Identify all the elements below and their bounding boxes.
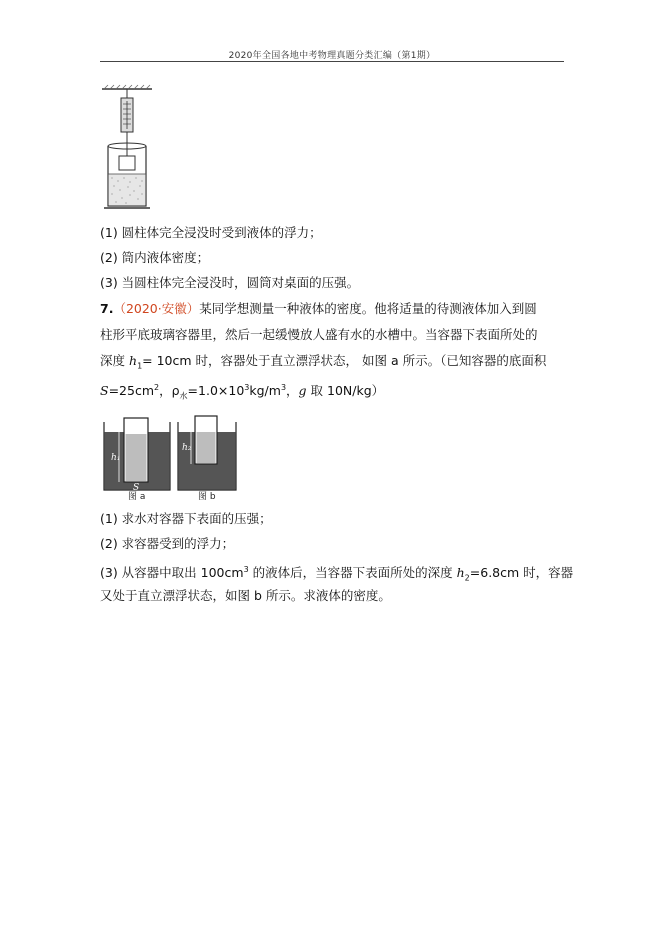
problem7-line1: 7.（2020·安徽）某同学想测量一种液体的密度。他将适量的待测液体加入到圆	[100, 301, 537, 316]
problem-source: （2020·安徽）	[113, 301, 200, 316]
problem6-q2: (2) 筒内液体密度；	[100, 250, 210, 265]
problem7-q1: (1) 求水对容器下表面的压强；	[100, 511, 272, 526]
caption-b: 图 b	[198, 492, 216, 502]
problem7-line2: 柱形平底玻璃容器里，然后一起缓慢放人盛有水的水槽中。当容器下表面所处的	[100, 327, 538, 342]
floating-container-figure	[100, 412, 240, 502]
problem7-line4: $S=25cm^2$，$\rho_水=1.0\times 10^3kg/m^3$，g 取 10N/kg）	[100, 383, 385, 401]
label-h2: h₂	[182, 443, 192, 453]
label-s: S	[133, 483, 140, 493]
header-rule	[100, 61, 564, 62]
problem7-q2: (2) 求容器受到的浮力；	[100, 536, 235, 551]
spring-scale-figure	[100, 84, 160, 214]
problem7-q3-line2: 又处于直立漂浮状态，如图 b 所示。求液体的密度。	[100, 588, 391, 603]
page-header: 2020年全国各地中考物理真题分类汇编（第1期）	[228, 51, 436, 61]
problem-number: 7.	[100, 301, 114, 316]
caption-a: 图 a	[128, 492, 146, 502]
label-h1: h₁	[111, 453, 121, 463]
problem7-q3: (3) 从容器中取出 $100cm^3$ 的液体后，当容器下表面所处的深度 $h_2=6.8cm$ 时，容器	[100, 565, 574, 583]
problem6-q3: (3) 当圆柱体完全浸没时，圆筒对桌面的压强。	[100, 275, 360, 290]
problem6-q1: (1) 圆柱体完全浸没时受到液体的浮力；	[100, 225, 322, 240]
problem7-line3: 深度 $h_1= 10cm$ 时，容器处于直立漂浮状态， 如图 a 所示。（已知容器的底面积	[100, 353, 547, 371]
